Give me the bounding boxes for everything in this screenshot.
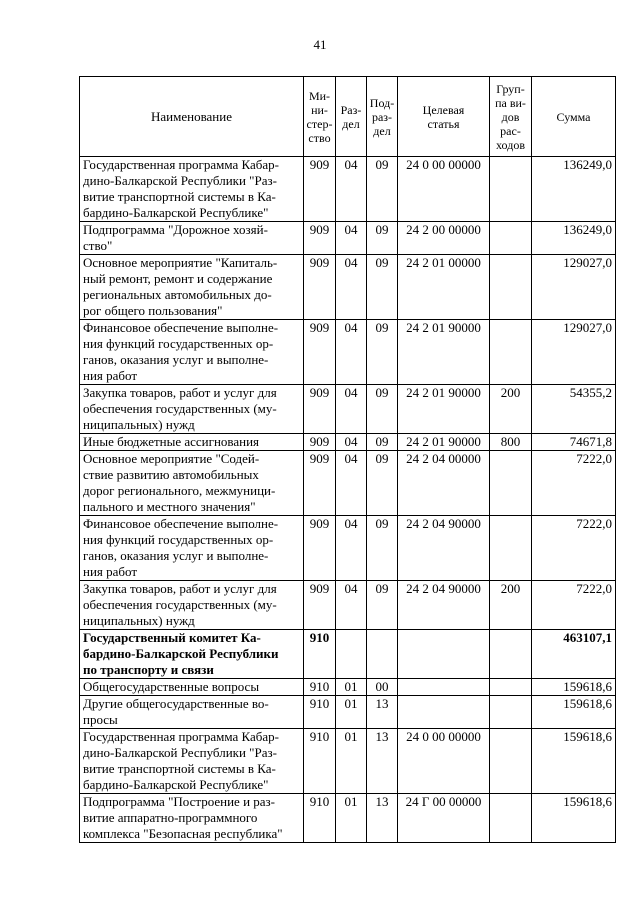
row-section <box>336 630 367 679</box>
row-subsection: 09 <box>367 451 398 516</box>
row-target: 24 2 04 00000 <box>398 451 490 516</box>
row-amount: 159618,6 <box>532 679 616 696</box>
row-name: Общегосударственные вопросы <box>80 679 304 696</box>
table-body <box>80 157 616 843</box>
row-target: 24 2 01 90000 <box>398 320 490 385</box>
row-subsection: 09 <box>367 157 398 222</box>
table-row <box>80 320 616 385</box>
row-section: 04 <box>336 222 367 255</box>
row-ministry: 909 <box>304 434 336 451</box>
row-expense-group <box>490 794 532 843</box>
row-subsection: 13 <box>367 794 398 843</box>
row-ministry: 910 <box>304 679 336 696</box>
row-name: Закупка товаров, работ и услуг для обеспечения государственных (му- ниципальных) нужд <box>80 581 304 630</box>
row-section: 01 <box>336 794 367 843</box>
table-row <box>80 696 616 729</box>
table-row <box>80 157 616 222</box>
row-subsection: 09 <box>367 434 398 451</box>
row-ministry: 910 <box>304 630 336 679</box>
row-amount: 159618,6 <box>532 696 616 729</box>
row-expense-group <box>490 679 532 696</box>
row-amount: 159618,6 <box>532 729 616 794</box>
row-amount: 54355,2 <box>532 385 616 434</box>
row-target: 24 0 00 00000 <box>398 157 490 222</box>
row-expense-group <box>490 222 532 255</box>
table-row <box>80 794 616 843</box>
row-subsection: 09 <box>367 581 398 630</box>
row-ministry: 910 <box>304 794 336 843</box>
table-row <box>80 679 616 696</box>
row-expense-group <box>490 729 532 794</box>
row-ministry: 909 <box>304 451 336 516</box>
row-ministry: 909 <box>304 222 336 255</box>
row-expense-group: 200 <box>490 385 532 434</box>
row-name: Финансовое обеспечение выполне- ния функций государственных ор- ганов, оказания услуг и выполне- ния работ <box>80 516 304 581</box>
row-section: 01 <box>336 696 367 729</box>
row-name: Закупка товаров, работ и услуг для обеспечения государственных (му- ниципальных) нужд <box>80 385 304 434</box>
row-name: Подпрограмма "Дорожное хозяй- ство" <box>80 222 304 255</box>
header-amount: Сумма <box>532 77 616 157</box>
header-section: Раз- дел <box>336 77 367 157</box>
header-name: Наименование <box>80 77 304 157</box>
table-row <box>80 630 616 679</box>
row-name: Основное мероприятие "Капиталь- ный ремонт, ремонт и содержание региональных автомобильных до- рог общего пользования" <box>80 255 304 320</box>
row-target: 24 0 00 00000 <box>398 729 490 794</box>
row-amount: 74671,8 <box>532 434 616 451</box>
row-ministry: 909 <box>304 320 336 385</box>
header-ministry: Ми- ни- стер- ство <box>304 77 336 157</box>
row-section: 04 <box>336 320 367 385</box>
row-amount: 7222,0 <box>532 516 616 581</box>
row-expense-group <box>490 320 532 385</box>
row-amount: 7222,0 <box>532 451 616 516</box>
row-target: 24 2 01 90000 <box>398 434 490 451</box>
row-section: 04 <box>336 451 367 516</box>
budget-table <box>79 76 616 843</box>
row-expense-group <box>490 696 532 729</box>
row-subsection: 13 <box>367 696 398 729</box>
table-row <box>80 729 616 794</box>
table-header-row <box>80 77 616 157</box>
row-target: 24 2 01 00000 <box>398 255 490 320</box>
row-ministry: 909 <box>304 157 336 222</box>
header-expense-group: Груп- па ви- дов рас- ходов <box>490 77 532 157</box>
row-subsection: 09 <box>367 516 398 581</box>
table-row <box>80 451 616 516</box>
row-ministry: 909 <box>304 581 336 630</box>
row-target <box>398 630 490 679</box>
row-name: Подпрограмма "Построение и раз- витие аппаратно-программного комплекса "Безопасная республика" <box>80 794 304 843</box>
row-subsection: 09 <box>367 222 398 255</box>
header-target: Целевая статья <box>398 77 490 157</box>
row-name: Государственный комитет Ка- бардино-Балкарской Республики по транспорту и связи <box>80 630 304 679</box>
header-subsection: Под- раз- дел <box>367 77 398 157</box>
row-ministry: 909 <box>304 516 336 581</box>
table-row <box>80 516 616 581</box>
row-ministry: 910 <box>304 696 336 729</box>
row-section: 04 <box>336 516 367 581</box>
page-number: 41 <box>313 37 327 52</box>
row-amount: 159618,6 <box>532 794 616 843</box>
row-name: Основное мероприятие "Содей- ствие развитию автомобильных дорог регионального, межмуници- пального и местного значения" <box>80 451 304 516</box>
row-section: 01 <box>336 729 367 794</box>
row-expense-group: 800 <box>490 434 532 451</box>
row-name: Государственная программа Кабар- дино-Балкарской Республики "Раз- витие транспортной системы в Ка- бардино-Балкарской Республике" <box>80 157 304 222</box>
table-row <box>80 581 616 630</box>
row-subsection <box>367 630 398 679</box>
row-amount: 129027,0 <box>532 320 616 385</box>
row-amount: 136249,0 <box>532 157 616 222</box>
table-row <box>80 434 616 451</box>
row-target: 24 2 01 90000 <box>398 385 490 434</box>
row-ministry: 910 <box>304 729 336 794</box>
row-section: 04 <box>336 581 367 630</box>
row-expense-group <box>490 157 532 222</box>
row-section: 04 <box>336 157 367 222</box>
row-name: Государственная программа Кабар- дино-Балкарской Республики "Раз- витие транспортной системы в Ка- бардино-Балкарской Республике" <box>80 729 304 794</box>
table-row <box>80 222 616 255</box>
row-name: Иные бюджетные ассигнования <box>80 434 304 451</box>
row-section: 04 <box>336 385 367 434</box>
row-ministry: 909 <box>304 385 336 434</box>
row-subsection: 09 <box>367 320 398 385</box>
row-name: Финансовое обеспечение выполне- ния функций государственных ор- ганов, оказания услуг и выполне- ния работ <box>80 320 304 385</box>
row-amount: 129027,0 <box>532 255 616 320</box>
row-target <box>398 696 490 729</box>
row-subsection: 09 <box>367 255 398 320</box>
row-expense-group <box>490 516 532 581</box>
row-expense-group: 200 <box>490 581 532 630</box>
row-target: 24 2 04 90000 <box>398 516 490 581</box>
row-expense-group <box>490 451 532 516</box>
row-subsection: 09 <box>367 385 398 434</box>
row-subsection: 00 <box>367 679 398 696</box>
table-row <box>80 255 616 320</box>
row-section: 04 <box>336 434 367 451</box>
row-target: 24 Г 00 00000 <box>398 794 490 843</box>
row-expense-group <box>490 630 532 679</box>
row-amount: 463107,1 <box>532 630 616 679</box>
row-amount: 136249,0 <box>532 222 616 255</box>
row-amount: 7222,0 <box>532 581 616 630</box>
row-section: 04 <box>336 255 367 320</box>
row-target <box>398 679 490 696</box>
row-target: 24 2 00 00000 <box>398 222 490 255</box>
row-expense-group <box>490 255 532 320</box>
table-row <box>80 385 616 434</box>
row-name: Другие общегосударственные во- просы <box>80 696 304 729</box>
row-subsection: 13 <box>367 729 398 794</box>
row-ministry: 909 <box>304 255 336 320</box>
row-target: 24 2 04 90000 <box>398 581 490 630</box>
row-section: 01 <box>336 679 367 696</box>
